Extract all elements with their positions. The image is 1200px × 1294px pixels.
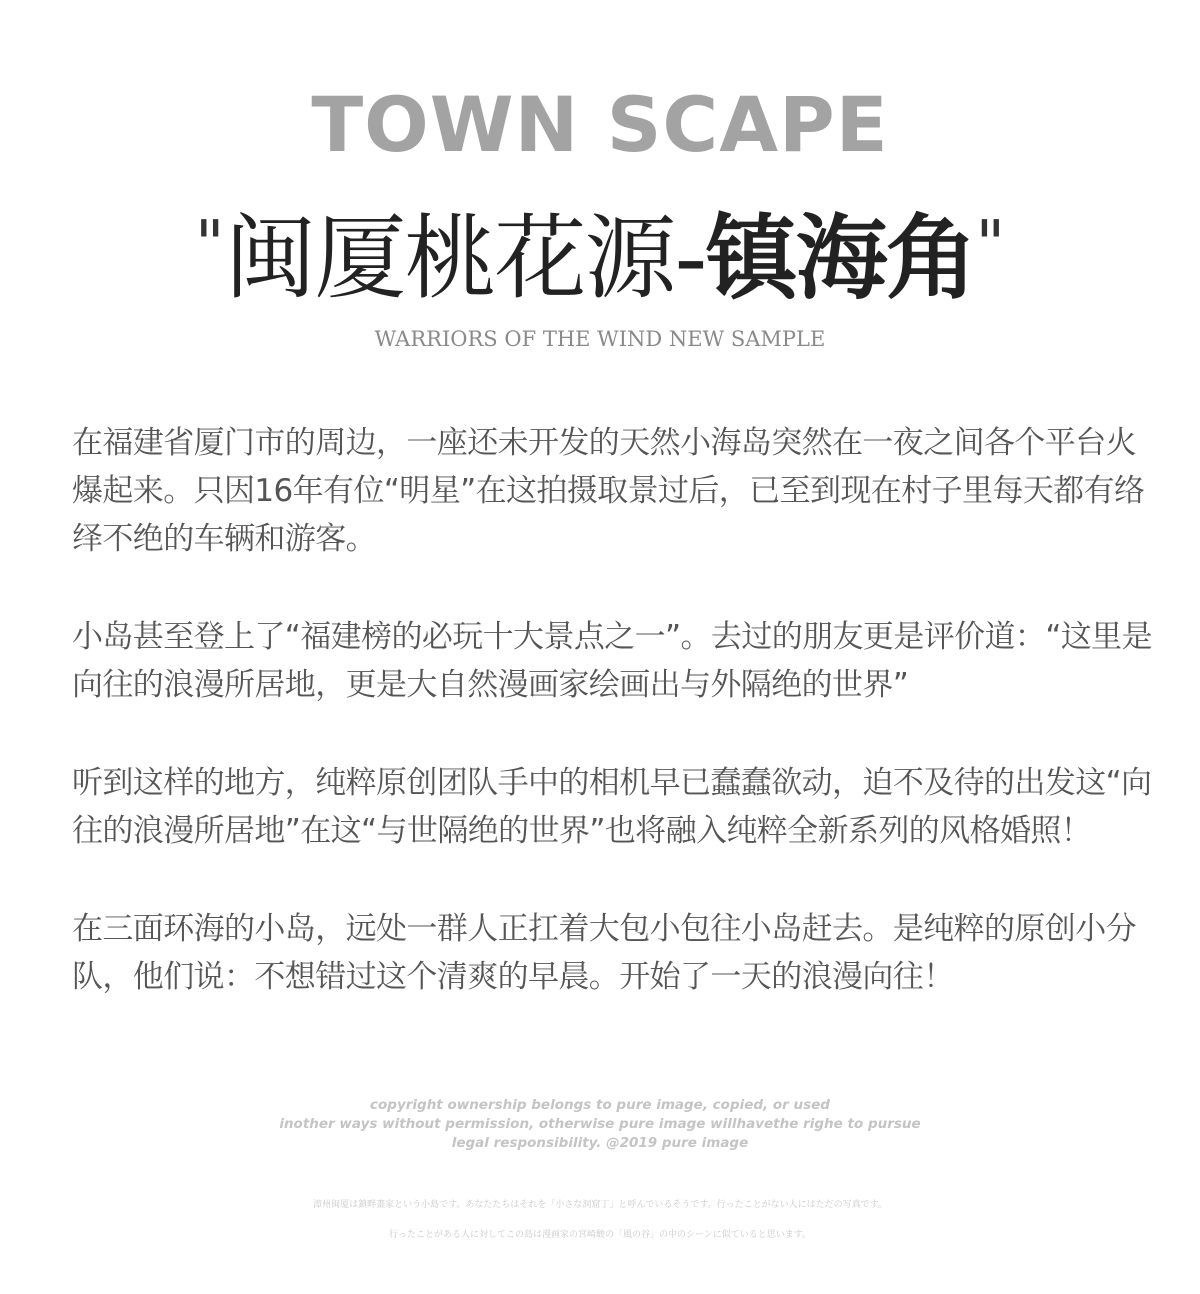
paragraph: 听到这样的地方，纯粹原创团队手中的相机早已蠢蠢欲动，迫不及待的出发这“向往的浪漫所居地”在这“与世隔绝的世界”也将融入纯粹全新系列的风格婚照！ — [72, 765, 1152, 849]
article-body — [72, 419, 1152, 1051]
main-title — [0, 190, 1200, 314]
eyebrow-title: TOWN SCAPE — [311, 80, 889, 169]
copyright-line: copyright ownership belongs to pure image, copied, or used — [370, 1097, 830, 1113]
copyright-line: inother ways without permission, otherwise pure image willhavethe righe to pursue — [279, 1116, 921, 1132]
footnote-line: 行ったことがある人に対してこの島は漫画家の宮崎駿の「風の谷」の中のシーンに似ていると思います。 — [388, 1230, 812, 1240]
footnote — [0, 1190, 1200, 1250]
title-bold-part: 镇海角 — [705, 205, 976, 312]
subtitle: WARRIORS OF THE WIND NEW SAMPLE — [374, 327, 826, 351]
paragraph: 在三面环海的小岛，远处一群人正扛着大包小包往小岛赶去。是纯粹的原创小分队，他们说：不想错过这个清爽的早晨。开始了一天的浪漫向往！ — [72, 911, 1136, 995]
copyright-notice — [0, 1096, 1200, 1153]
paragraph: 在福建省厦门市的周边，一座还未开发的天然小海岛突然在一夜之间各个平台火爆起来。只因16年有位“明星”在这拍摄取景过后，已至到现在村子里每天都有络绎不绝的车辆和游客。 — [72, 425, 1145, 557]
copyright-line: legal responsibility. @2019 pure image — [451, 1135, 749, 1151]
paragraph: 小岛甚至登上了“福建榜的必玩十大景点之一”。去过的朋友更是评价道：“这里是向往的浪漫所居地，更是大自然漫画家绘画出与外隔绝的世界” — [72, 619, 1152, 703]
footnote-line: 漳州闽厦は鎮畔畫家という小島です。あなたたちはそれを「小さな洞窟丁」と呼んでいるそうです。行ったことがない人にはただの写真です。 — [313, 1200, 887, 1210]
title-open-quote: " — [194, 208, 225, 282]
title-close-quote: " — [975, 208, 1006, 282]
title-light-part: 闽厦桃花源- — [224, 205, 706, 312]
